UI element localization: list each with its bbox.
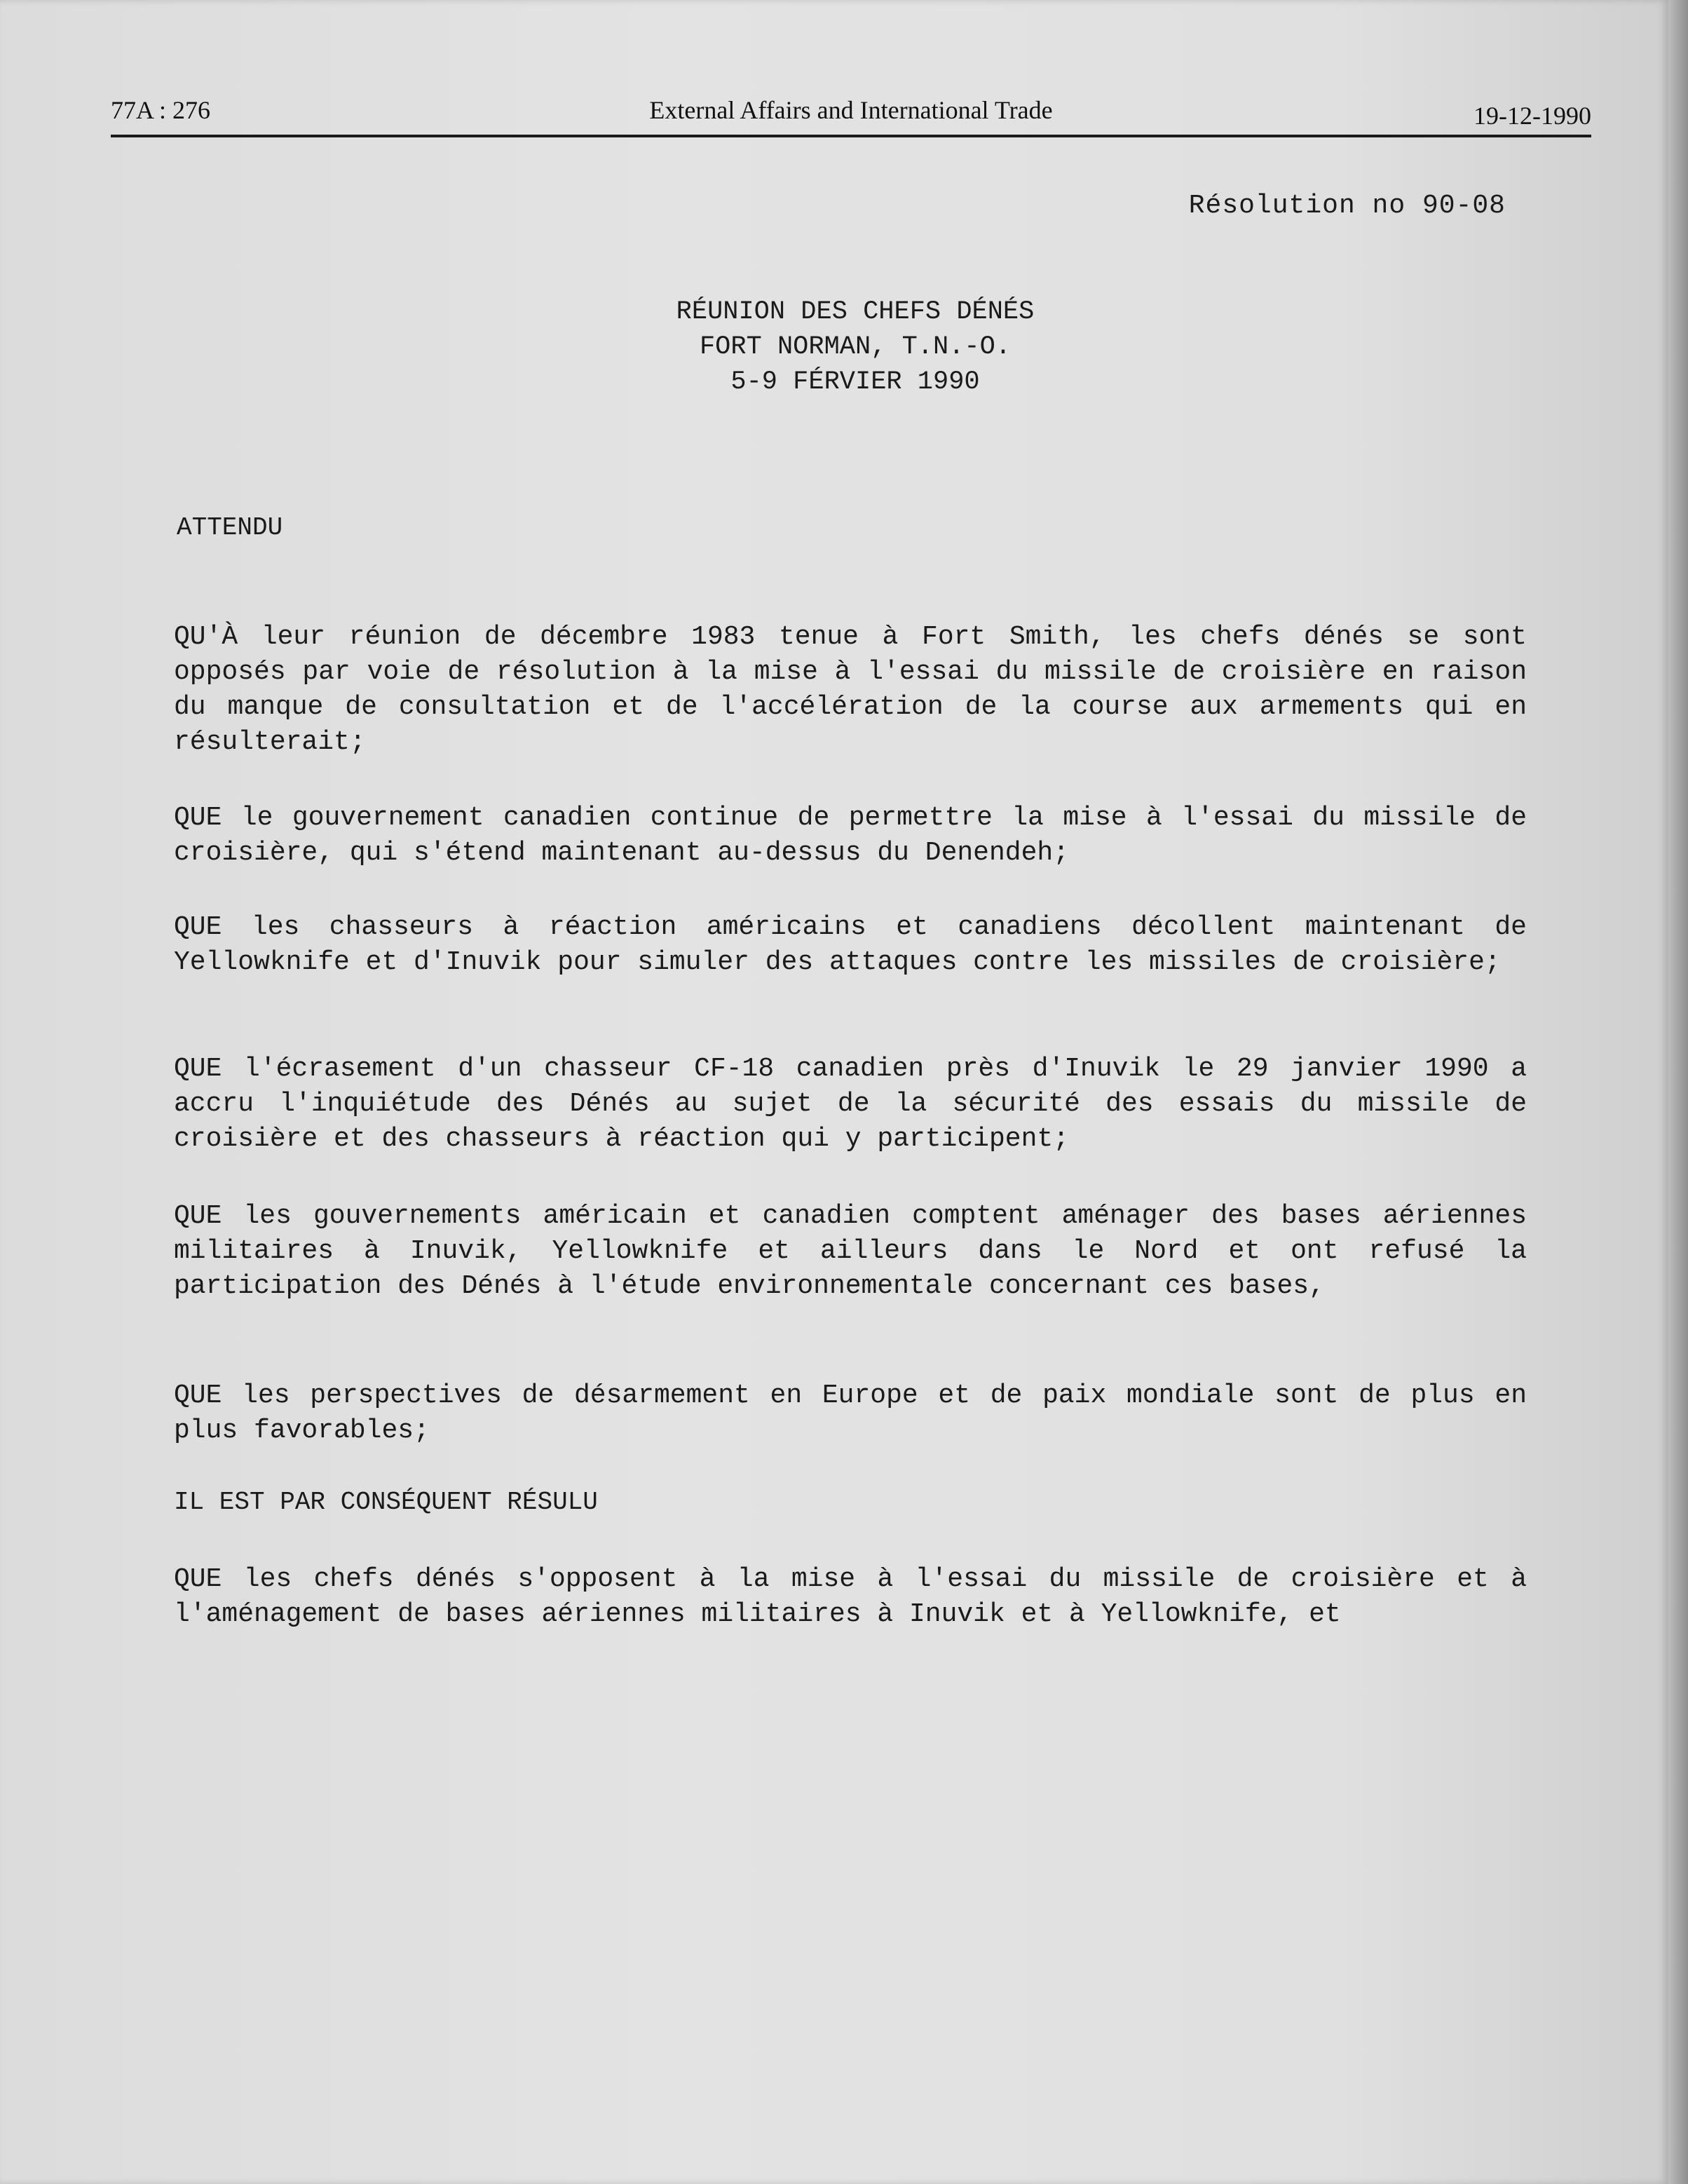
clause-6: QUE les perspectives de désarmement en Europe et de paix mondiale sont de plus en plus favorables; [174, 1381, 1527, 1446]
resolved-heading: IL EST PAR CONSÉQUENT RÉSULU [174, 1488, 598, 1517]
meeting-dates: 5-9 FÉRVIER 1990 [730, 367, 980, 397]
publication-title: External Affairs and International Trade [649, 96, 1053, 124]
resolution-number: Résolution no 90-08 [1188, 191, 1506, 221]
meeting-title-line-1: RÉUNION DES CHEFS DÉNÉS [676, 297, 1035, 327]
clause-3: QUE les chasseurs à réaction américains et canadiens décollent maintenant de Yellowknife et d'Inuvik pour simuler des attaques contre les missiles de croisière; [174, 912, 1527, 977]
clause-2: QUE le gouvernement canadien continue de permettre la mise à l'essai du missile de croisière, qui s'étend maintenant au-dessus du Denendeh; [174, 803, 1527, 868]
resolution-clause: QUE les chefs dénés s'opposent à la mise à l'essai du missile de croisière et à l'aménagement de bases aériennes militaires à Inuvik et à Yellowknife, et [174, 1564, 1527, 1629]
meeting-title [0, 294, 1688, 400]
page-header [111, 90, 1591, 137]
preamble-heading: ATTENDU [177, 513, 283, 542]
page-reference: 77A : 276 [111, 96, 211, 124]
clause-4: QUE l'écrasement d'un chasseur CF-18 canadien près d'Inuvik le 29 janvier 1990 a accru l'inquiétude des Dénés au sujet de la sécurité des essais du missile de croisière et des chasseurs à réaction qui y participent; [174, 1054, 1527, 1154]
page-edge [1668, 0, 1688, 2184]
clause-5: QUE les gouvernements américain et canadien comptent aménager des bases aériennes militaires à Inuvik, Yellowknife et ailleurs dans le Nord et ont refusé la participation des Dénés à l'étude environnementale concernant ces bases, [174, 1201, 1527, 1301]
meeting-location: FORT NORMAN, T.N.-O. [699, 332, 1012, 362]
clause-1: QU'À leur réunion de décembre 1983 tenue à Fort Smith, les chefs dénés se sont opposés par voie de résolution à la mise à l'essai du missile de croisière en raison du manque de consultation et de l'accélération de la course aux armements qui en résulterait; [174, 622, 1527, 757]
header-date: 19-12-1990 [1473, 102, 1591, 130]
